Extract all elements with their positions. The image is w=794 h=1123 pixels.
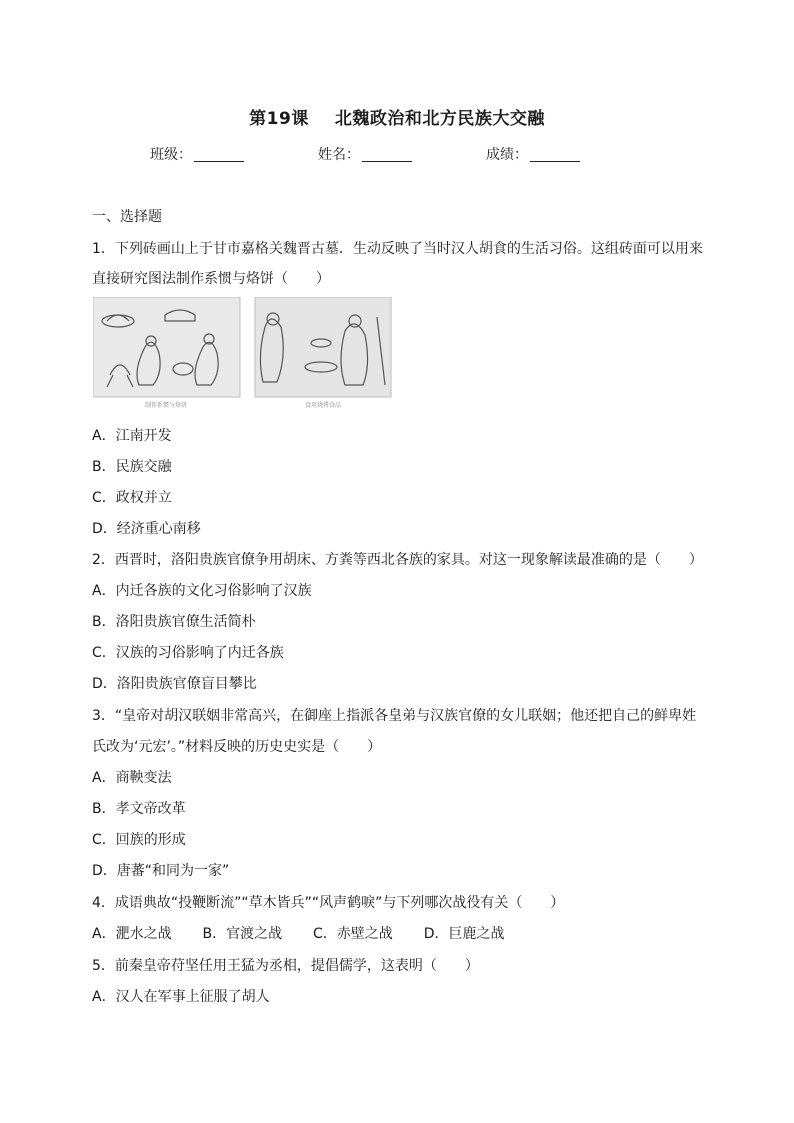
q3-option-b[interactable]: B．孝文帝改革 xyxy=(92,801,186,817)
score-field xyxy=(486,144,580,164)
q4-options-row xyxy=(92,923,504,943)
q2-option-d[interactable]: D．洛阳贵族官僚盲目攀比 xyxy=(92,676,257,692)
q4-option-c[interactable]: C．赤壁之战 xyxy=(313,926,393,942)
q1-option-a[interactable]: A．江南开发 xyxy=(92,428,172,444)
q3-option-c[interactable]: C．回族的形成 xyxy=(92,832,186,848)
q3-stem-line2: 氏改为‘元宏’。”材料反映的历史史实是（ ） xyxy=(92,739,382,755)
q1-stem-line2: 直接研究图法制作系惯与烙饼（ ） xyxy=(92,271,330,287)
page-title xyxy=(0,104,794,129)
q1-option-b[interactable]: B．民族交融 xyxy=(92,459,172,475)
class-field xyxy=(150,144,244,164)
q2-stem: 2．西晋时，洛阳贵族官僚争用胡床、方粪等西北各族的家具。对这一现象解读最准确的是（ ） xyxy=(92,552,703,568)
q3-stem-line1: 3．“皇帝对胡汉联姻非常高兴，在御座上指派各皇弟与汉族官僚的女儿联姻；他还把自己的鲜卑姓 xyxy=(92,708,697,724)
q4-option-d[interactable]: D．巨鹿之战 xyxy=(423,926,505,942)
section-heading: 一、选择题 xyxy=(92,209,162,225)
class-blank[interactable] xyxy=(194,147,244,162)
q1-stem-line1: 1．下列砖画山上于甘市嘉格关魏晋古墓．生动反映了当时汉人胡食的生活习俗。这组砖面可以用来 xyxy=(92,241,703,257)
q4-stem: 4．成语典故“投鞭断流”“草木皆兵”“风声鹤唳”与下列哪次战役有关（ ） xyxy=(92,895,565,911)
score-blank[interactable] xyxy=(530,147,580,162)
name-blank[interactable] xyxy=(362,147,412,162)
lesson-number: 第19课 xyxy=(249,109,309,129)
figure-caption-left: 制作系惯与烙饼 xyxy=(144,402,188,409)
q4-option-a[interactable]: A．淝水之战 xyxy=(92,926,172,942)
q3-option-d[interactable]: D．唐蕃“和同为一家” xyxy=(92,863,230,879)
name-field xyxy=(318,144,412,164)
class-label: 班级： xyxy=(150,147,192,163)
name-label: 姓名： xyxy=(318,147,360,163)
q2-option-b[interactable]: B．洛阳贵族官僚生活简朴 xyxy=(92,614,256,630)
q2-option-a[interactable]: A．内迁各族的文化习俗影响了汉族 xyxy=(92,583,312,599)
q1-brick-painting-figure xyxy=(93,297,393,411)
q4-option-b[interactable]: B．官渡之战 xyxy=(202,926,283,942)
q5-stem: 5．前秦皇帝苻坚任用王猛为丞相，提倡儒学，这表明（ ） xyxy=(92,958,479,974)
q1-option-d[interactable]: D．经济重心南移 xyxy=(92,521,201,537)
q1-option-c[interactable]: C．政权并立 xyxy=(92,490,172,506)
score-label: 成绩： xyxy=(486,147,528,163)
q3-option-a[interactable]: A．商鞅变法 xyxy=(92,770,172,786)
figure-caption-right: 食用烧烤食品 xyxy=(304,402,342,409)
q2-option-c[interactable]: C．汉族的习俗影响了内迁各族 xyxy=(92,645,284,661)
lesson-topic: 北魏政治和北方民族大交融 xyxy=(334,109,545,129)
q5-option-a[interactable]: A．汉人在军事上征服了胡人 xyxy=(92,989,270,1005)
